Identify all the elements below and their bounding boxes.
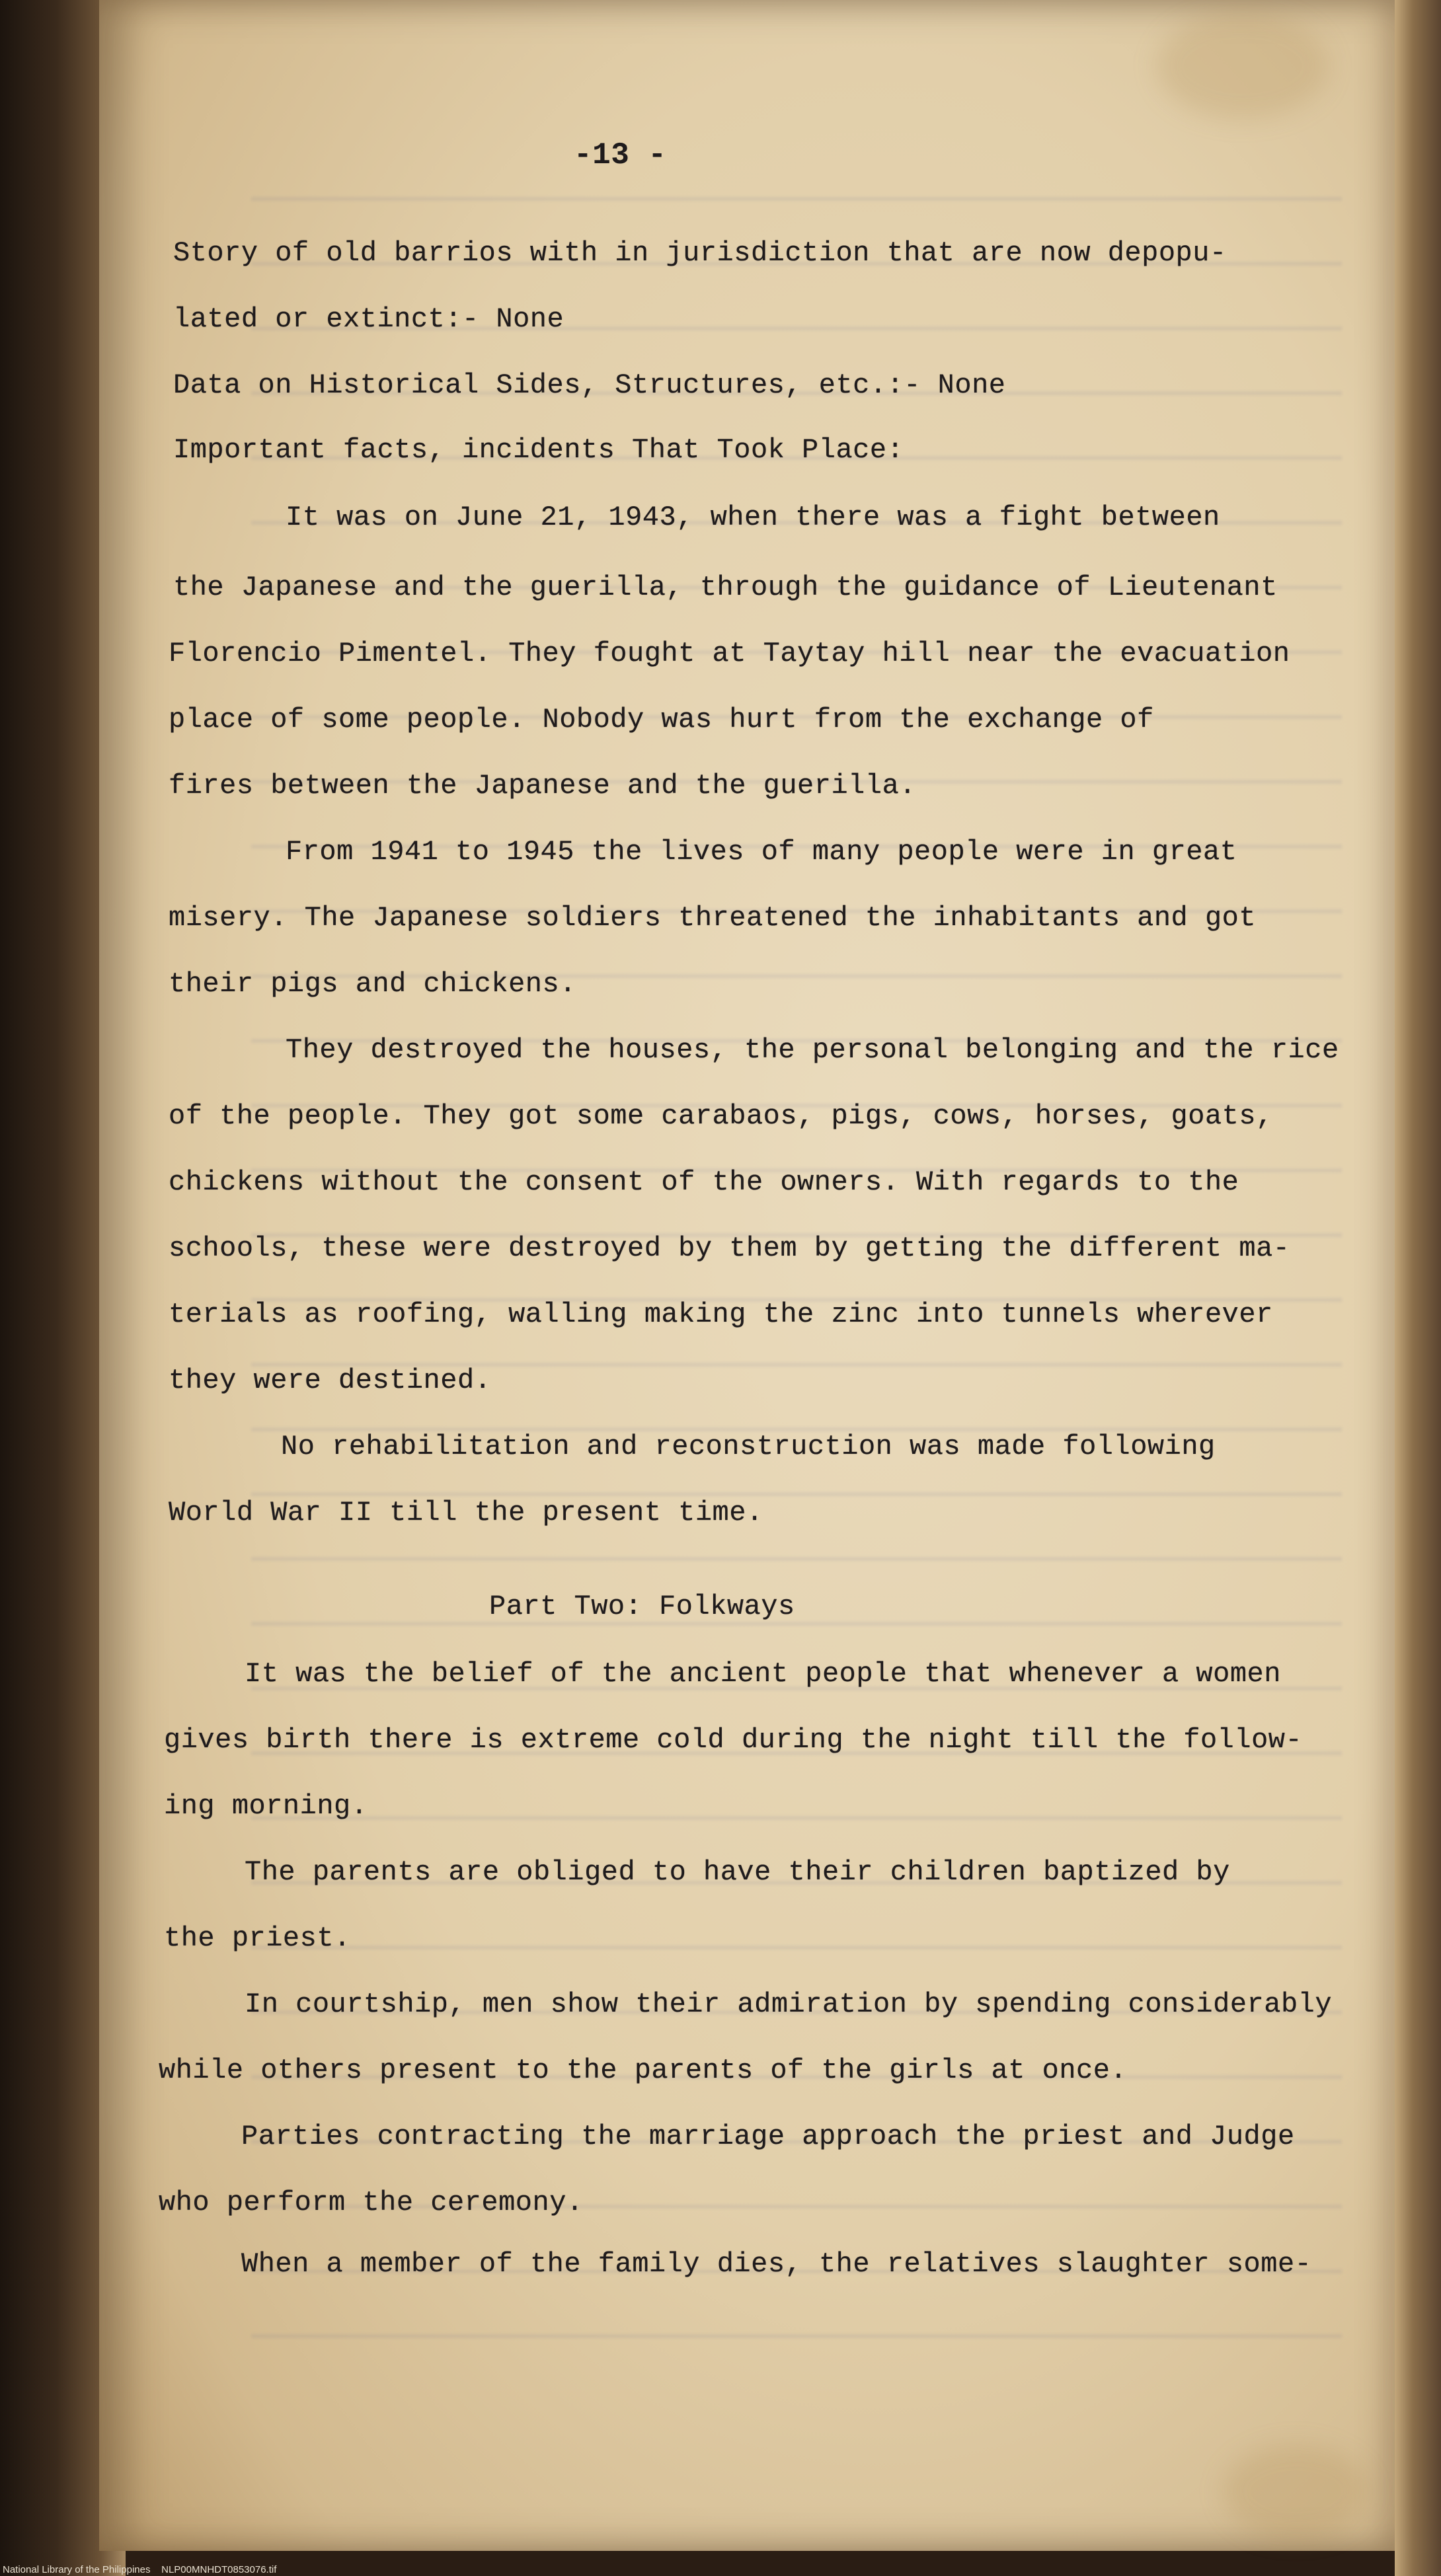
text-line: Parties contracting the marriage approach the priest and Judge (241, 2121, 1295, 2152)
text-line: fires between the Japanese and the guerilla. (169, 770, 916, 802)
text-line: From 1941 to 1945 the lives of many people were in great (286, 836, 1237, 868)
text-line: their pigs and chickens. (169, 968, 576, 1000)
text-line: terials as roofing, walling making the zinc into tunnels wherever (169, 1299, 1273, 1330)
text-line: gives birth there is extreme cold during the night till the follow- (164, 1724, 1303, 1756)
text-line: When a member of the family dies, the relatives slaughter some- (241, 2248, 1312, 2280)
text-line: World War II till the present time. (169, 1497, 763, 1529)
text-line: It was the belief of the ancient people that whenever a women (245, 1658, 1281, 1690)
section-heading-folkways: Part Two: Folkways (489, 1591, 795, 1622)
text-line: schools, these were destroyed by them by getting the different ma- (169, 1232, 1290, 1264)
text-line: place of some people. Nobody was hurt from the exchange of (169, 704, 1154, 736)
footer-credit: National Library of the Philippines NLP00MNHDT0853076.tif (3, 2564, 277, 2575)
text-line: Florencio Pimentel. They fought at Taytay hill near the evacuation (169, 638, 1290, 669)
page-number: -13 - (574, 138, 667, 172)
text-line: The parents are obliged to have their children baptized by (245, 1856, 1230, 1888)
text-line: chickens without the consent of the owners. With regards to the (169, 1166, 1239, 1198)
text-line: No rehabilitation and reconstruction was made following (281, 1431, 1216, 1462)
text-line: In courtship, men show their admiration by spending considerably (245, 1989, 1333, 2020)
text-line: they were destined. (169, 1365, 492, 1396)
text-line: the priest. (164, 1922, 351, 1954)
text-line: of the people. They got some carabaos, pigs, cows, horses, goats, (169, 1100, 1273, 1132)
text-line: the Japanese and the guerilla, through the guidance of Lieutenant (173, 572, 1278, 603)
text-line: They destroyed the houses, the personal belonging and the rice (286, 1034, 1339, 1066)
text-line: It was on June 21, 1943, when there was a fight between (286, 502, 1220, 533)
text-line: ing morning. (164, 1790, 368, 1822)
section-heading: Important facts, incidents That Took Place: (173, 434, 904, 466)
text-line: while others present to the parents of the girls at once. (159, 2055, 1128, 2086)
text-line: who perform the ceremony. (159, 2187, 584, 2218)
text-line: Data on Historical Sides, Structures, etc.:- None (173, 369, 1006, 401)
text-line: misery. The Japanese soldiers threatened the inhabitants and got (169, 902, 1257, 934)
text-line: lated or extinct:- None (173, 303, 565, 335)
text-line: Story of old barrios with in jurisdiction that are now depopu- (173, 237, 1227, 269)
